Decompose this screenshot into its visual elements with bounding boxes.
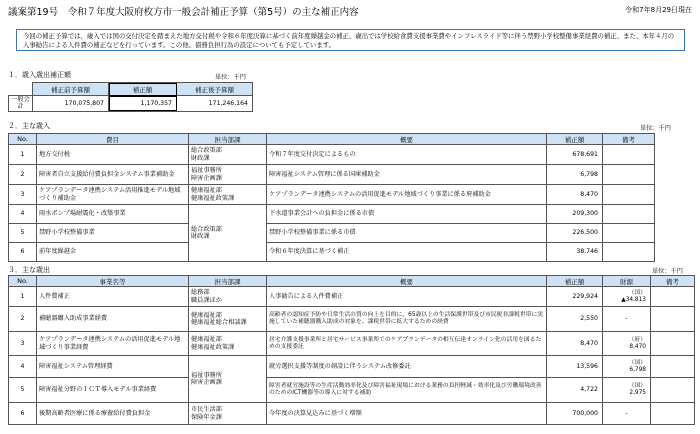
col-dept: 担当部課 xyxy=(189,276,267,287)
table-row: 6 前年度繰越金 令和６年度決算に基づく補正 38,746 xyxy=(9,243,655,262)
summary-box: 今回の補正予算では、歳入では国の交付決定を踏まえた地方交付税や令和６年度決算に基づく前年度繰越金の補正、歳出では学校給食費支援事業費やインフレスライド等に伴う禁野小学校整備事業経費の補正、また、本年４月の人事勧告による人件費の補正などを行っています。この他、債務負担行為の設定についても予定しています。 xyxy=(16,29,685,51)
report-date: 令和7年8月29日現在 xyxy=(625,6,692,14)
row-label: 一般会計 xyxy=(9,96,33,112)
table-row: 2 障害者自立支援給付費負担金システム事業補助金 福祉事務所 障害企画課 障害福祉システム管理に係る国庫補助金 6,798 xyxy=(9,165,655,185)
value-post: 171,246,164 xyxy=(177,96,253,112)
table-row: 2 補聴器購入助成事業経費 健康福祉部 健康福祉総合相談課 高齢者の認知症予防や日常生活の質の向上を目的に、65歳以上の生活保護世帯及び市民税非課税世帯に実施していた補聴器購入助成の対象を、課税世帯に拡大するための経費 2,550 - xyxy=(9,307,695,332)
table-row: 6 後期高齢者医療に係る療養給付費負担金 市民生活部 保険年金課 今年度の決算見込みに基づく増額 700,000 - xyxy=(9,403,695,425)
table-row: 3 ケアプランデータ連携システムの活用促進モデル地域づくり事業経費 健康福祉部 健康福祉政策課 居宅介護支援事業所と居宅サービス事業所でのケアプランデータの相互伝達オンライン化の活用を図るための支援委託 8,470 （府） 8,470 xyxy=(9,332,695,356)
table-row: 1 地方交付税 総合政策部 財政課 令和７年度交付決定によるもの 678,691 xyxy=(9,145,655,165)
table-row: 5 障害福祉分野のＩＣＴ導入モデル事業経費 障害者就労施設等の生産活動効率化及び障害福祉現場における業務の負担軽減・効率化及び労働環境改善のためのICT機器等の導入に対する補助 4,722 （国） 2,975 xyxy=(9,378,695,403)
section1-table xyxy=(8,82,253,112)
col-supplementary: 補正額 xyxy=(109,83,177,96)
table-row: 4 雨水ポンプ場耐震化・改築事業 総合政策部 財政課 下水道事業会計への負担金に係る市債 209,300 xyxy=(9,205,655,224)
value-supplementary: 1,170,357 xyxy=(109,96,177,112)
section1-unit: 単位：千円 xyxy=(215,74,246,81)
col-note: 備考 xyxy=(651,276,695,287)
col-pre-budget: 補正前予算額 xyxy=(33,83,109,96)
col-dept: 担当部課 xyxy=(189,134,267,145)
table-row: 5 禁野小学校整備事業 禁野小学校整備事業に係る市債 226,500 xyxy=(9,224,655,243)
col-post-budget: 補正後予算額 xyxy=(177,83,253,96)
section2-heading: ２．主な歳入 xyxy=(8,122,50,130)
value-pre: 170,075,807 xyxy=(33,96,109,112)
col-note: 備考 xyxy=(603,134,655,145)
col-project: 事業名等 xyxy=(37,276,189,287)
section3-unit: 単位：千円 xyxy=(652,268,683,275)
table-row: 3 ケアプランデータ連携システム活用推進モデル地域づくり補助金 健康福祉部 健康福祉政策課 ケアプランデータ連携システムの活用促進モデル地域づくり事業に係る府補助金 8,470 xyxy=(9,185,655,205)
col-item: 費目 xyxy=(37,134,189,145)
merged-dept: 福祉事務所 障害企画課 xyxy=(189,356,267,403)
revenue-table xyxy=(8,133,655,262)
col-amount: 補正額 xyxy=(547,134,603,145)
merged-dept: 総合政策部 財政課 xyxy=(189,205,267,262)
section2-unit: 単位：千円 xyxy=(640,125,671,132)
section1-heading: １．歳入歳出補正額 xyxy=(8,71,71,79)
col-summary: 概要 xyxy=(267,276,547,287)
col-funding: 財源 xyxy=(603,276,651,287)
table-row: 1 人件費補正 総務部 職員課ほか 人事勧告による人件費補正 229,924 （国） ▲34,813 xyxy=(9,287,695,307)
col-summary: 概要 xyxy=(267,134,547,145)
col-amount: 補正額 xyxy=(547,276,603,287)
col-no: No. xyxy=(9,276,37,287)
expenditure-table xyxy=(8,275,695,425)
page-title: 議案第19号 令和７年度大阪府枚方市一般会計補正予算（第5号）の主な補正内容 xyxy=(8,7,359,18)
table-row: 4 障害福祉システム管理経費 福祉事務所 障害企画課 就労選択支援等制度の創設に伴うシステム改修委託 13,596 （国） 6,798 xyxy=(9,356,695,378)
col-no: No. xyxy=(9,134,37,145)
section3-heading: ３．主な歳出 xyxy=(8,266,50,274)
